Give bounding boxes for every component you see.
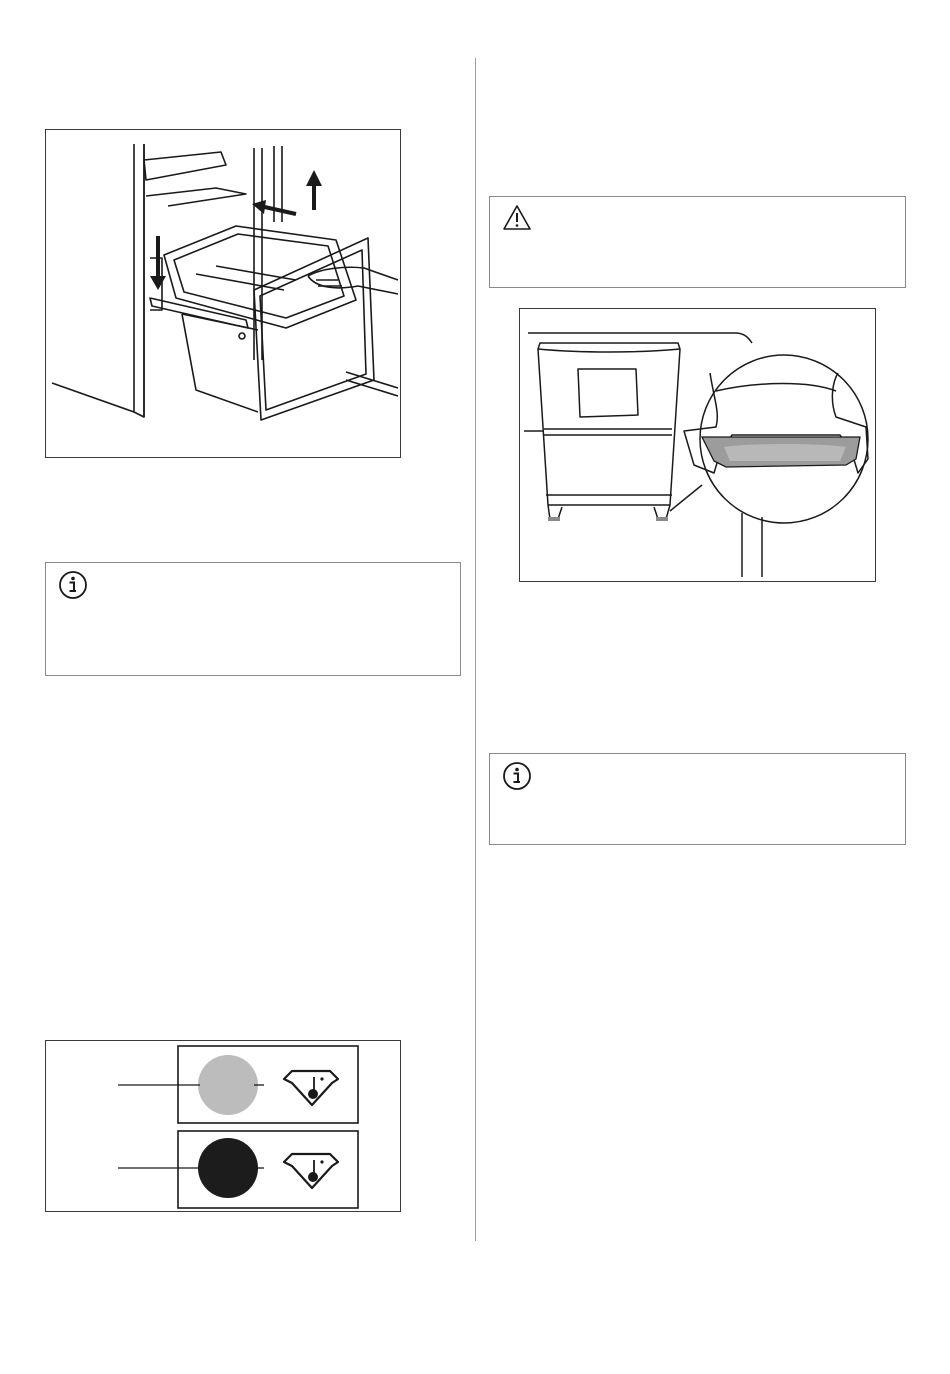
info-icon bbox=[502, 761, 532, 791]
info-note-1 bbox=[45, 562, 461, 676]
bin-magnified-detail-illustration bbox=[520, 309, 875, 581]
info-note-2 bbox=[489, 753, 906, 845]
figure-indicator bbox=[45, 1040, 401, 1212]
drawer-removal-illustration bbox=[46, 130, 400, 457]
figure-drawer-removal bbox=[45, 129, 401, 458]
indicator-dot-dark bbox=[198, 1138, 258, 1198]
indicator-dot-light bbox=[198, 1055, 258, 1115]
warning-note bbox=[489, 196, 906, 288]
warning-icon bbox=[502, 204, 532, 232]
info-icon bbox=[58, 570, 88, 600]
thermometer-snowflake-icon bbox=[284, 1071, 338, 1105]
temperature-indicator-illustration bbox=[46, 1041, 400, 1211]
figure-bin-detail bbox=[519, 308, 876, 582]
column-divider bbox=[475, 58, 476, 1241]
